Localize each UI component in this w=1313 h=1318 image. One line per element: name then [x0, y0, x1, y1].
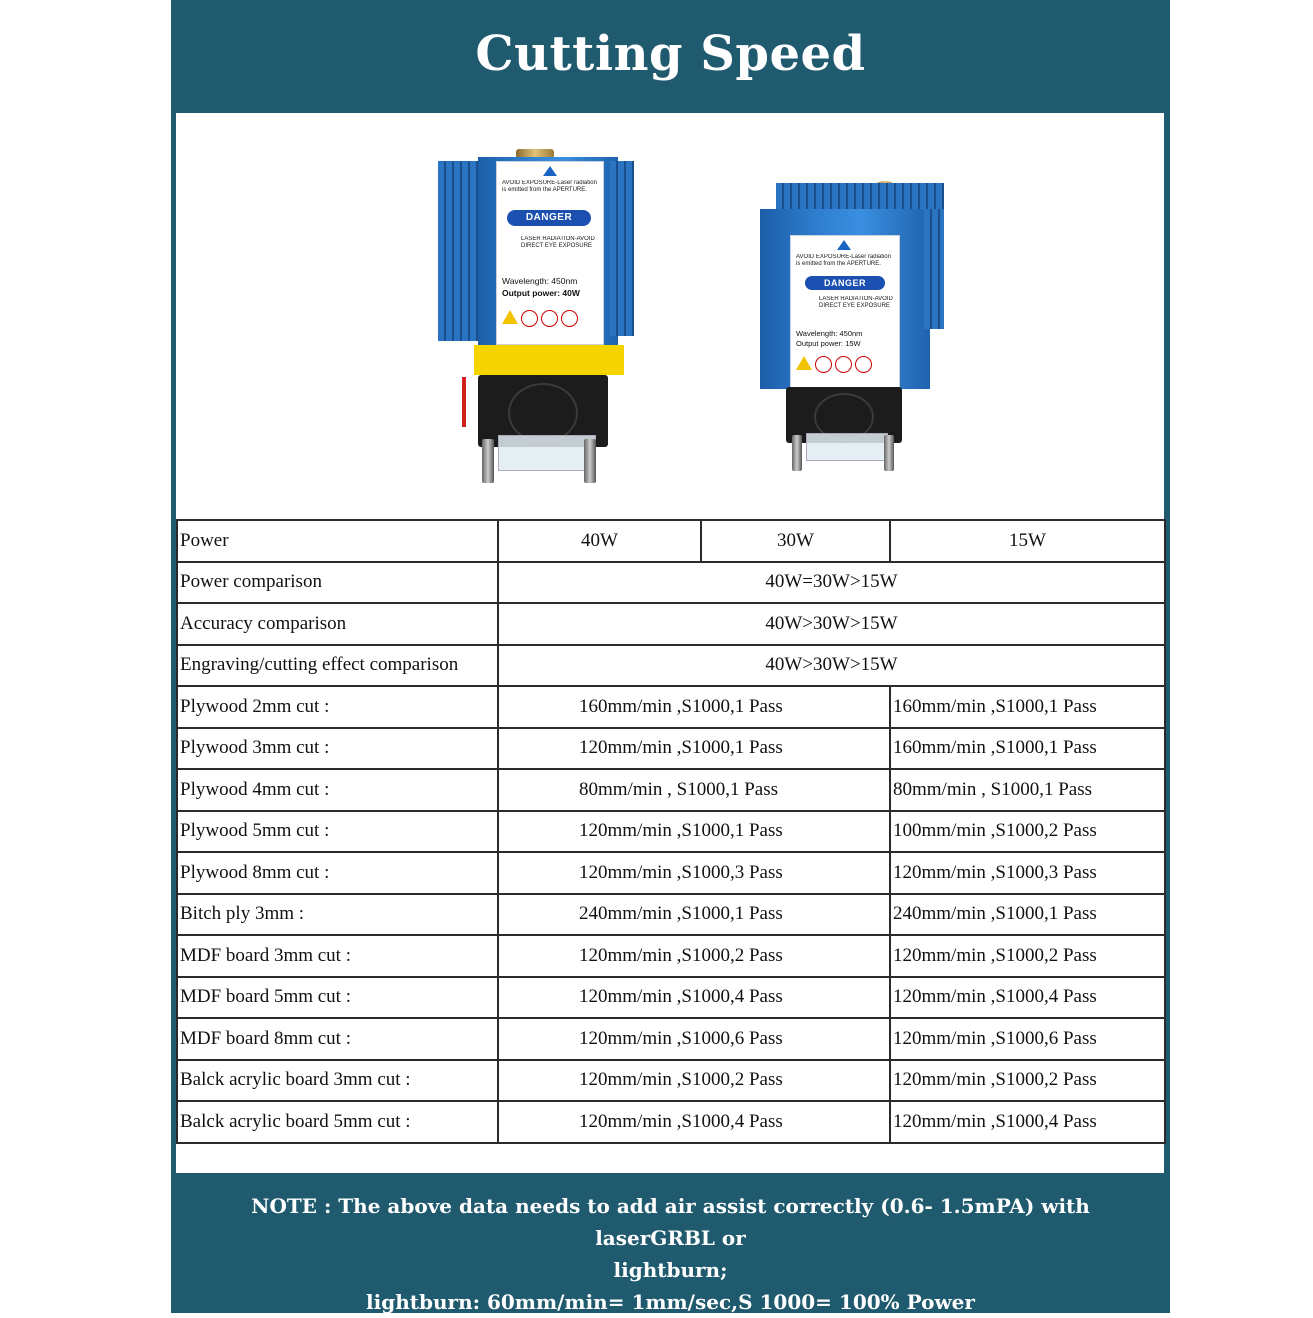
- speed-15w: 240mm/min ,S1000,1 Pass: [890, 894, 1165, 936]
- no-touch-icon: [541, 310, 558, 327]
- laser-module-15w-image: [756, 179, 946, 474]
- speed-15w: 120mm/min ,S1000,4 Pass: [890, 977, 1165, 1019]
- danger-badge: DANGER: [805, 276, 885, 290]
- note-line-3: lightburn: 60mm/min= 1mm/sec,S 1000= 100% Power: [366, 1290, 975, 1314]
- laser-hazard-icon: [796, 356, 812, 370]
- no-look-icon: [815, 356, 832, 373]
- arrow-up-icon: [543, 166, 557, 176]
- table-header-row: [177, 520, 1165, 562]
- table-row: [177, 1018, 1165, 1060]
- row-label: Bitch ply 3mm :: [177, 894, 498, 936]
- hazard-symbols: [502, 310, 578, 327]
- speed-15w: 160mm/min ,S1000,1 Pass: [890, 728, 1165, 770]
- row-label: Plywood 4mm cut :: [177, 769, 498, 811]
- speed-40w-30w: 120mm/min ,S1000,2 Pass: [498, 1060, 890, 1102]
- no-reflect-icon: [855, 356, 872, 373]
- heatsink-fins-right: [610, 161, 634, 336]
- row-label: Plywood 2mm cut :: [177, 686, 498, 728]
- column-15w: 15W: [890, 520, 1165, 562]
- comparison-row: [177, 562, 1165, 604]
- mount-post-right: [584, 439, 596, 483]
- no-reflect-icon: [561, 310, 578, 327]
- table-row: [177, 1060, 1165, 1102]
- heatsink-fins-right: [924, 209, 944, 329]
- table-row: [177, 769, 1165, 811]
- comparison-value: 40W>30W>15W: [498, 603, 1165, 645]
- table-row: [177, 1101, 1165, 1143]
- speed-15w: 120mm/min ,S1000,3 Pass: [890, 852, 1165, 894]
- no-look-icon: [521, 310, 538, 327]
- speed-40w-30w: 120mm/min ,S1000,2 Pass: [498, 935, 890, 977]
- radiation-warning: LASER RADIATION-AVOID DIRECT EYE EXPOSURE: [521, 236, 595, 249]
- speed-40w-30w: 120mm/min ,S1000,1 Pass: [498, 728, 890, 770]
- table-row: [177, 935, 1165, 977]
- heatsink-fins-top: [776, 183, 944, 211]
- table-row: [177, 894, 1165, 936]
- product-photos: [176, 113, 1164, 519]
- content-card: [176, 113, 1164, 1173]
- speed-15w: 120mm/min ,S1000,2 Pass: [890, 1060, 1165, 1102]
- table-row: [177, 728, 1165, 770]
- power-wire: [462, 377, 466, 427]
- note-line-2: lightburn;: [613, 1258, 728, 1282]
- hazard-symbols: [796, 356, 872, 373]
- caution-sticker: [474, 345, 624, 375]
- row-label: Plywood 5mm cut :: [177, 811, 498, 853]
- speed-15w: 100mm/min ,S1000,2 Pass: [890, 811, 1165, 853]
- warning-label: [496, 161, 604, 345]
- speed-40w-30w: 120mm/min ,S1000,1 Pass: [498, 811, 890, 853]
- mount-plate: [806, 433, 888, 461]
- row-label: MDF board 5mm cut :: [177, 977, 498, 1019]
- mount-post-left: [792, 435, 802, 471]
- row-label: Power comparison: [177, 562, 498, 604]
- power-label: Power: [177, 520, 498, 562]
- table-row: [177, 852, 1165, 894]
- fan-ring: [508, 383, 578, 443]
- column-30w: 30W: [701, 520, 890, 562]
- arrow-up-icon: [837, 240, 851, 250]
- note-text: [171, 1190, 1170, 1318]
- row-label: Accuracy comparison: [177, 603, 498, 645]
- page-title: Cutting Speed: [475, 26, 866, 82]
- speed-15w: 120mm/min ,S1000,2 Pass: [890, 935, 1165, 977]
- table-row: [177, 811, 1165, 853]
- table-row: [177, 686, 1165, 728]
- speed-15w: 160mm/min ,S1000,1 Pass: [890, 686, 1165, 728]
- warning-label: [790, 235, 900, 393]
- row-label: Balck acrylic board 3mm cut :: [177, 1060, 498, 1102]
- row-label: Engraving/cutting effect comparison: [177, 645, 498, 687]
- row-label: Balck acrylic board 5mm cut :: [177, 1101, 498, 1143]
- comparison-row: [177, 603, 1165, 645]
- wavelength-text: Wavelength: 450nm: [796, 329, 863, 338]
- row-label: MDF board 3mm cut :: [177, 935, 498, 977]
- speed-40w-30w: 160mm/min ,S1000,1 Pass: [498, 686, 890, 728]
- laser-module-40w-image: [438, 149, 638, 489]
- mount-plate: [498, 435, 596, 471]
- speed-15w: 120mm/min ,S1000,4 Pass: [890, 1101, 1165, 1143]
- output-power-text: Output power: 40W: [502, 288, 580, 298]
- speed-40w-30w: 80mm/min , S1000,1 Pass: [498, 769, 890, 811]
- row-label: Plywood 3mm cut :: [177, 728, 498, 770]
- exposure-warning: AVOID EXPOSURE-Laser radiation is emitted from the APERTURE.: [502, 180, 597, 193]
- comparison-value: 40W>30W>15W: [498, 645, 1165, 687]
- no-touch-icon: [835, 356, 852, 373]
- speed-40w-30w: 120mm/min ,S1000,3 Pass: [498, 852, 890, 894]
- speed-40w-30w: 120mm/min ,S1000,4 Pass: [498, 977, 890, 1019]
- exposure-warning: AVOID EXPOSURE-Laser radiation is emitted from the APERTURE.: [796, 254, 891, 267]
- column-40w: 40W: [498, 520, 701, 562]
- table-row: [177, 977, 1165, 1019]
- note-line-1: NOTE : The above data needs to add air assist correctly (0.6- 1.5mPA) with laserGRBL or: [251, 1194, 1090, 1250]
- teal-background-panel: [171, 0, 1170, 1313]
- row-label: MDF board 8mm cut :: [177, 1018, 498, 1060]
- heatsink-fins-left: [438, 161, 478, 341]
- mount-post-left: [482, 439, 494, 483]
- row-label: Plywood 8mm cut :: [177, 852, 498, 894]
- laser-hazard-icon: [502, 310, 518, 324]
- wavelength-text: Wavelength: 450nm: [502, 276, 578, 286]
- speed-15w: 80mm/min , S1000,1 Pass: [890, 769, 1165, 811]
- speed-40w-30w: 120mm/min ,S1000,4 Pass: [498, 1101, 890, 1143]
- cutting-speed-table: [176, 519, 1166, 1144]
- comparison-row: [177, 645, 1165, 687]
- speed-15w: 120mm/min ,S1000,6 Pass: [890, 1018, 1165, 1060]
- danger-badge: DANGER: [507, 210, 591, 226]
- speed-40w-30w: 120mm/min ,S1000,6 Pass: [498, 1018, 890, 1060]
- output-power-text: Output power: 15W: [796, 339, 861, 348]
- comparison-value: 40W=30W>15W: [498, 562, 1165, 604]
- speed-40w-30w: 240mm/min ,S1000,1 Pass: [498, 894, 890, 936]
- mount-post-right: [884, 435, 894, 471]
- radiation-warning: LASER RADIATION-AVOID DIRECT EYE EXPOSURE: [819, 296, 893, 309]
